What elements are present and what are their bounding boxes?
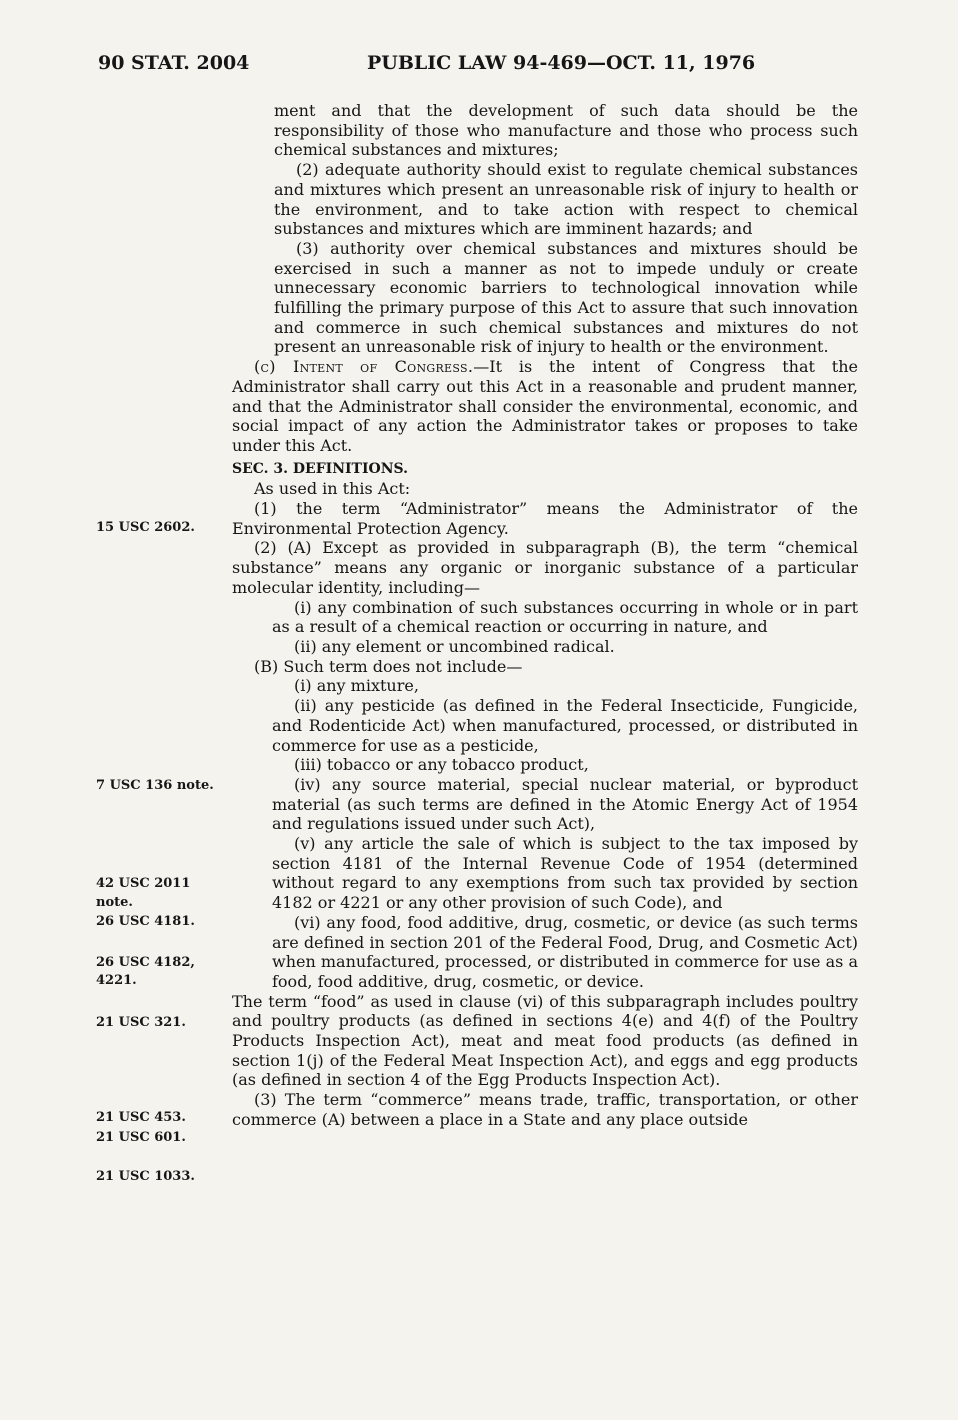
paragraph: ment and that the development of such data should be the responsibility of those who manufacture and those who process such chemical substances and mixtures;: [274, 101, 858, 160]
clause: (iv) any source material, special nuclear material, or byproduct material (as such terms are defined in the Atomic Energy Act of 1954 and regulations issued under such Act),: [272, 774, 858, 834]
page-running-head: PUBLIC LAW 94-469—OCT. 11, 1976: [367, 52, 756, 74]
page-stat-citation: 90 STAT. 2004: [98, 52, 250, 74]
margin-citation: 21 USC 1033.: [96, 1169, 195, 1184]
margin-citation: 21 USC 453.: [96, 1110, 186, 1125]
margin-citation: 7 USC 136 note.: [96, 778, 214, 793]
section-heading: SEC. 3. DEFINITIONS.: [232, 460, 409, 477]
definition-chemical-substance: (2) (A) Except as provided in subparagraph (B), the term “chemical substance” means any organic or inorganic substance of a particular molecular identity, including—: [232, 538, 858, 597]
paragraph: As used in this Act:: [254, 479, 411, 499]
margin-citation: note.: [96, 895, 133, 910]
clause: (i) any combination of such substances occurring in whole or in part as a result of a chemical reaction or occurring in nature, and: [272, 597, 858, 637]
clause: (i) any mixture,: [294, 676, 419, 696]
margin-citation: 15 USC 2602.: [96, 520, 195, 535]
clause: (vi) any food, food additive, drug, cosmetic, or device (as such terms are defined in section 201 of the Federal Food, Drug, and Cosmetic Act) when manufactured, processed, or distributed in commerce for use as a food, food additive, drug, cosmetic, or device.: [272, 912, 858, 991]
clause: (ii) any pesticide (as defined in the Federal Insecticide, Fungicide, and Rodenticide Act) when manufactured, processed, or distributed in commerce for use as a pesticide,: [272, 696, 858, 755]
paragraph-intent-of-congress: [232, 357, 858, 456]
clause: (v) any article the sale of which is subject to the tax imposed by section 4181 of the Internal Revenue Code of 1954 (determined without regard to any exemptions from such tax provided by section 4182 or 4221 or any other provision of such Code), and: [272, 834, 858, 913]
inclusions-list: [232, 598, 858, 657]
margin-citation: 21 USC 321.: [96, 1015, 186, 1030]
subsection-caption: (c) Intent of Congress.: [254, 357, 474, 377]
definition-administrator: (1) the term “Administrator” means the Administrator of the Environmental Protection Agency.: [232, 499, 858, 538]
paragraph: (B) Such term does not include—: [254, 656, 523, 676]
clause: (ii) any element or uncombined radical.: [294, 636, 615, 656]
margin-citation: 26 USC 4182,: [96, 955, 195, 970]
law-text-column: [232, 101, 858, 1130]
exclusions-list: [232, 676, 858, 991]
definition-commerce: (3) The term “commerce” means trade, traffic, transportation, or other commerce (A) between a place in a State and any place outside: [232, 1090, 858, 1129]
paragraph: (2) adequate authority should exist to regulate chemical substances and mixtures which present an unreasonable risk of injury to health or the environment, and to take action with respect to chemical substances and mixtures which are imminent hazards; and: [274, 160, 858, 239]
findings-block: [232, 101, 858, 357]
margin-citation: 42 USC 2011: [96, 876, 191, 891]
paragraph-food-definition: The term “food” as used in clause (vi) of this subparagraph includes poultry and poultry products (as defined in sections 4(e) and 4(f) of the Poultry Products Inspection Act), meat and meat food products (as defined in section 1(j) of the Federal Meat Inspection Act), and eggs and egg products (as defined in section 4 of the Egg Products Inspection Act).: [232, 991, 858, 1090]
clause: (iii) tobacco or any tobacco product,: [294, 755, 589, 775]
margin-citation: 21 USC 601.: [96, 1130, 186, 1145]
subsection-text: —It is the intent of Congress that the Administrator shall carry out this Act in a reasonable and prudent manner, and that the Administrator shall consider the environmental, economic, and social impact of any action the Administrator takes or proposes to take under this Act.: [232, 357, 859, 455]
margin-citation: 26 USC 4181.: [96, 914, 195, 929]
paragraph: (3) authority over chemical substances and mixtures should be exercised in such a manner as not to impede unduly or create unnecessary economic barriers to technological innovation while fulfilling the primary purpose of this Act to assure that such innovation and commerce in such chemical substances and mixtures do not present an unreasonable risk of injury to health or the environment.: [274, 238, 858, 357]
margin-citation: 4221.: [96, 973, 137, 988]
